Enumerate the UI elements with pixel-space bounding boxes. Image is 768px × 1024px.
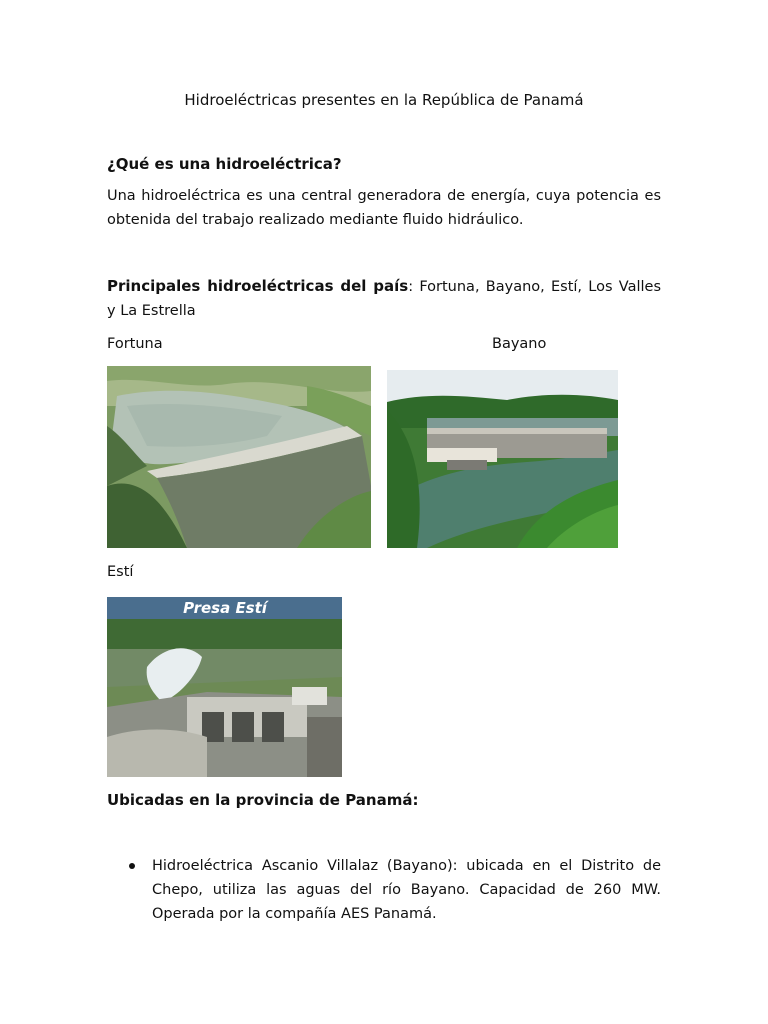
caption-esti: Estí (107, 564, 134, 580)
fortuna-dam-photo (107, 366, 371, 548)
principales-list: : Fortuna, Bayano, Estí, Los Valles y La Estrella (107, 279, 661, 319)
section-heading-que-es: ¿Qué es una hidroeléctrica? (107, 155, 342, 173)
section-heading-ubicadas: Ubicadas en la provincia de Panamá: (107, 791, 419, 809)
bullet-item-bayano: Hidroeléctrica Ascanio Villalaz (Bayano): ubicada en el Distrito de Chepo, utiliza las aguas del río Bayano. Capacidad de 260 MW. Operada por la compañía AES Panamá. (152, 858, 661, 922)
bayano-dam-photo (387, 370, 618, 548)
bullet-marker (129, 863, 135, 869)
definition-paragraph: Una hidroeléctrica es una central generadora de energía, cuya potencia es obtenida del trabajo realizado mediante fluido hidráulico. (107, 188, 661, 228)
caption-bayano: Bayano (492, 336, 547, 352)
principales-label: Principales hidroeléctricas del país (107, 277, 409, 295)
document-title: Hidroeléctricas presentes en la República de Panamá (184, 91, 584, 109)
esti-dam-photo (107, 597, 342, 777)
esti-photo-label: Presa Estí (183, 599, 267, 617)
principales-paragraph (107, 274, 661, 323)
caption-fortuna: Fortuna (107, 336, 163, 352)
